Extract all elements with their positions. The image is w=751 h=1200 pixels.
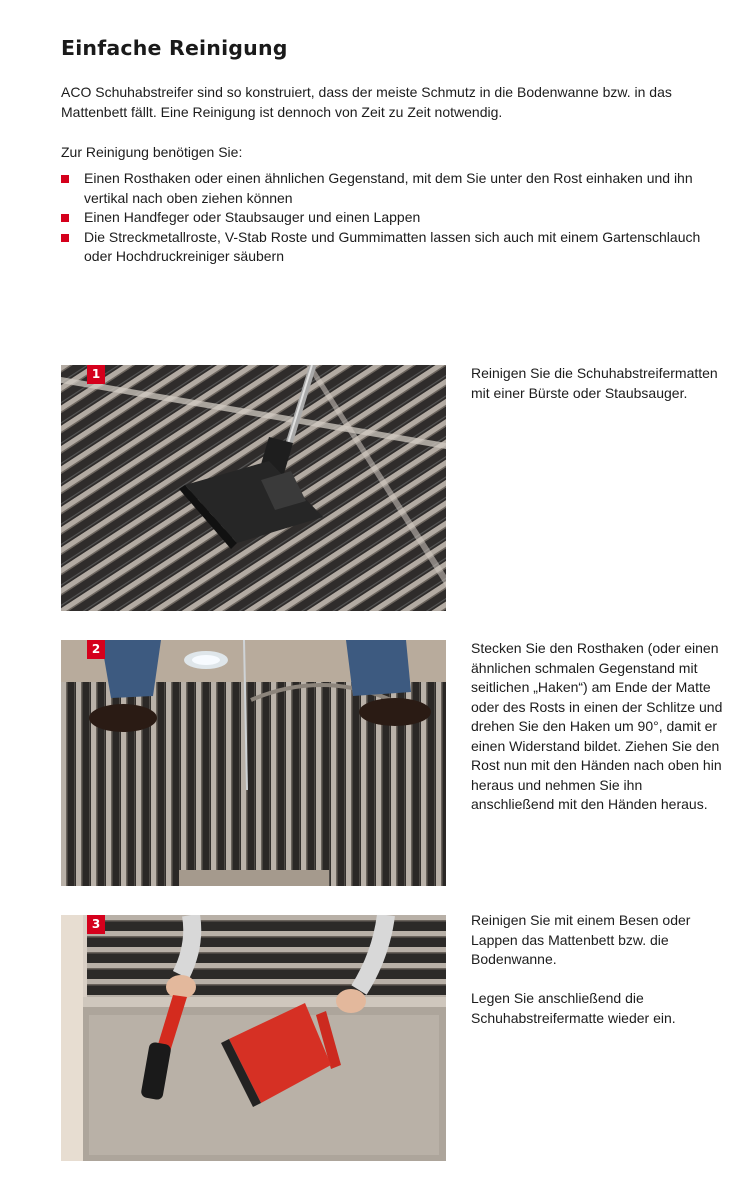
step-number-badge: 2: [87, 640, 105, 659]
list-item: Einen Rosthaken oder einen ähnlichen Gegenstand, mit dem Sie unter den Rost einhaken und ihn vertikal nach oben ziehen können: [61, 169, 726, 208]
step-3-description: Reinigen Sie mit einem Besen oder Lappen das Mattenbett bzw. die Bodenwanne. Legen Sie anschließend die Schuhabstreifermatte wieder ein.: [471, 912, 691, 1026]
step-number-badge: 1: [87, 365, 105, 384]
red-square-bullet-icon: [61, 175, 69, 183]
red-square-bullet-icon: [61, 214, 69, 222]
step-2-description: Stecken Sie den Rosthaken (oder einen ähnlichen schmalen Gegenstand mit seitlichen „Haken“) am Ende der Matte oder des Rosts in einen der Schlitze und drehen Sie den Haken um 90°, damit er einen Widerstand bildet. Ziehen Sie den Rost nun mit den Händen nach oben hin heraus und nehmen Sie ihn anschließend mit den Händen heraus.: [471, 640, 723, 812]
step-number-badge: 3: [87, 915, 105, 934]
page-title: Einfache Reinigung: [61, 36, 288, 60]
red-square-bullet-icon: [61, 234, 69, 242]
list-item: Die Streckmetallroste, V-Stab Roste und Gummimatten lassen sich auch mit einem Gartenschlauch oder Hochdruckreiniger säubern: [61, 228, 726, 267]
lifting-grate-with-hook-photo: [61, 640, 446, 886]
brush-and-dustpan-cleaning-photo: [61, 915, 446, 1161]
requirements-label: Zur Reinigung benötigen Sie:: [61, 144, 243, 160]
list-item: Einen Handfeger oder Staubsauger und einen Lappen: [61, 208, 726, 228]
requirements-list: [61, 169, 726, 267]
intro-paragraph: ACO Schuhabstreifer sind so konstruiert, dass der meiste Schmutz in die Bodenwanne bzw. in das Mattenbett fällt. Eine Reinigung ist dennoch von Zeit zu Zeit notwendig.: [61, 84, 672, 120]
vacuum-cleaner-on-mat-photo: [61, 365, 446, 611]
step-1-description: Reinigen Sie die Schuhabstreifermatten mit einer Bürste oder Staubsauger.: [471, 365, 718, 401]
